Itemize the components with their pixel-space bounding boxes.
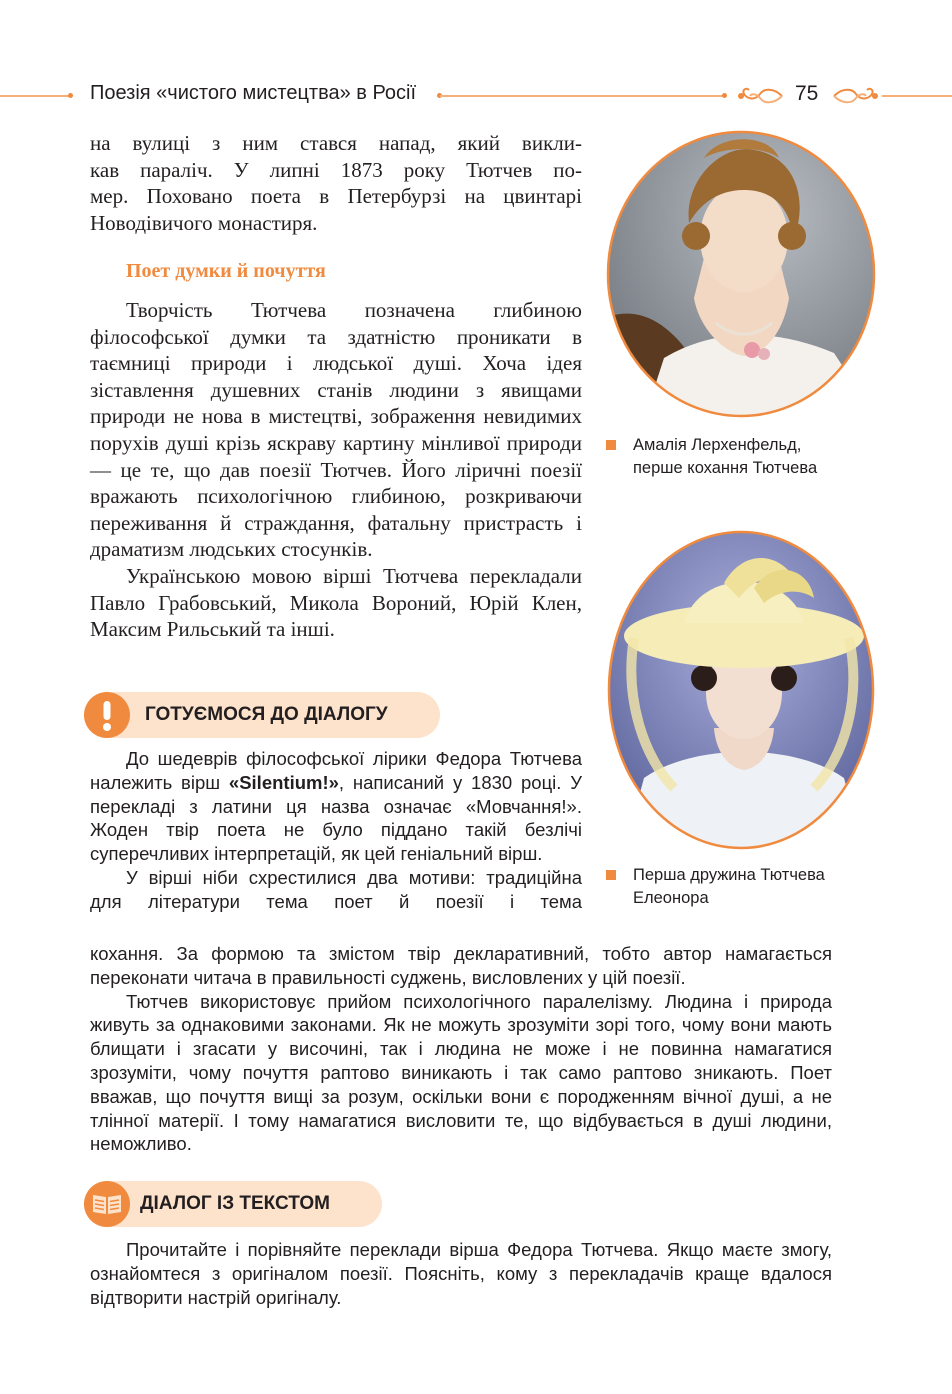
intro-line: на вулиці з ним стався напад, який викли- bbox=[90, 131, 582, 155]
caption-line: Елеонора bbox=[633, 889, 709, 907]
dialog-text-paragraph: Прочитайте і порівняйте переклади вірша Федора Тютчева. Якщо маєте змогу, ознайомтеся з оригіналом поезії. Поясніть, кому з перекладачів краще вдалося відтворити настрій оригіналу. bbox=[90, 1239, 832, 1308]
caption-line: Перша дружина Тютчева bbox=[633, 866, 825, 884]
portrait-amalia-lerchenfeld bbox=[604, 128, 878, 420]
portrait-eleonora bbox=[604, 528, 878, 852]
intro-line: мер. Поховано поета в Петербурзі на цвинтарі bbox=[90, 184, 582, 209]
portrait1-caption bbox=[633, 434, 817, 480]
dialog-text-label: ДІАЛОГ ІЗ ТЕКСТОМ bbox=[140, 1193, 330, 1214]
section-paragraph: Українською мовою вірші Тютчева перекладали Павло Грабовський, Микола Вороний, Юрій Клен, Максим Рильський та інші. bbox=[90, 563, 582, 642]
dialog-prep-paragraph: кохання. За формою та змістом твір декларативний, тобто автор намагається переконати читача в правильності суджень, висловлених у цій поезії. bbox=[90, 943, 832, 988]
dialog-prep-body bbox=[90, 747, 582, 914]
caption-line: Амалія Лерхенфельд, bbox=[633, 436, 802, 454]
caption-bullet bbox=[606, 870, 616, 880]
exclamation-icon bbox=[84, 692, 130, 738]
header-rule-left bbox=[0, 95, 70, 97]
portrait2-caption bbox=[633, 864, 825, 910]
dialog-prep-paragraph bbox=[90, 747, 582, 866]
poem-title: «Silentium!» bbox=[228, 771, 339, 793]
caption-line: перше кохання Тютчева bbox=[633, 459, 818, 477]
intro-line: Новодівичого монастиря. bbox=[90, 210, 318, 235]
paragraph-text: До шедеврів філософської лірики Федора Тютчева належить вірш bbox=[90, 748, 582, 793]
running-header-title: Поезія «чистого мистецтва» в Росії bbox=[90, 82, 417, 104]
paragraph-text: , написаний у 1830 році. У перекладі з латини ця назва означає «Мовчання!». Жоден твір поета не було піддано такій безлічі суперечливих інтерпретацій, як цей геніальний вірш. bbox=[90, 771, 582, 865]
page-number: 75 bbox=[795, 82, 819, 105]
book-icon bbox=[84, 1181, 130, 1227]
intro-paragraph bbox=[90, 130, 582, 236]
dialog-prep-paragraph: Тютчев використовує прийом психологічного паралелізму. Людина і природа живуть за однаковими законами. Як не можуть зрозуміти зорі того, чому вони мають блищати і згасати у височині, так і людина не може і не повинна намагатися зрозуміти, чому почуття раптово виникають і так само раптово зникають. Поет вважав, що почуття вищі за розум, оскільки вони є породженням вічної душі, а не тлінної матерії. І тому намагатися висловити те, що відбувається в душі людини, неможливо. bbox=[90, 990, 832, 1155]
dialog-text-body bbox=[90, 1238, 832, 1309]
section-paragraph: Творчість Тютчева позначена глибиною філософської думки та здатністю проникати в таємниці природи і людської душі. Хоча ідея зіставлення душевних станів людини з явищами природи не нова в мистецтві, зображення невидимих порухів душі крізь яскраву картину мінливої природи — це те, що дав поезії Тютчев. Його ліричні поезії вражають психологічною глибиною, розкриваючи переживання й страждання, фатальну пристрасть і драматизм людських стосунків. bbox=[90, 298, 582, 562]
header-rule-right bbox=[882, 95, 952, 97]
header-rule-dot bbox=[68, 93, 73, 98]
dialog-prep-label: ГОТУЄМОСЯ ДО ДІАЛОГУ bbox=[145, 704, 388, 725]
left-ornament-icon bbox=[736, 84, 784, 108]
dialog-prep-paragraph: У вірші ніби схрестилися два мотиви: традиційна для літератури тема поет й поезії і тема bbox=[90, 866, 582, 912]
book-icon bbox=[84, 1181, 130, 1227]
exclamation-icon bbox=[84, 692, 130, 738]
header-rule-dot bbox=[722, 93, 727, 98]
intro-line: кав параліч. У липні 1873 року Тютчев по- bbox=[90, 157, 582, 182]
section-body bbox=[90, 297, 582, 643]
right-ornament-icon bbox=[832, 84, 880, 108]
caption-bullet bbox=[606, 440, 616, 450]
dialog-prep-body-wide bbox=[90, 942, 832, 1156]
header-rule-middle bbox=[440, 95, 724, 97]
section-heading: Поет думки й почуття bbox=[126, 260, 326, 282]
